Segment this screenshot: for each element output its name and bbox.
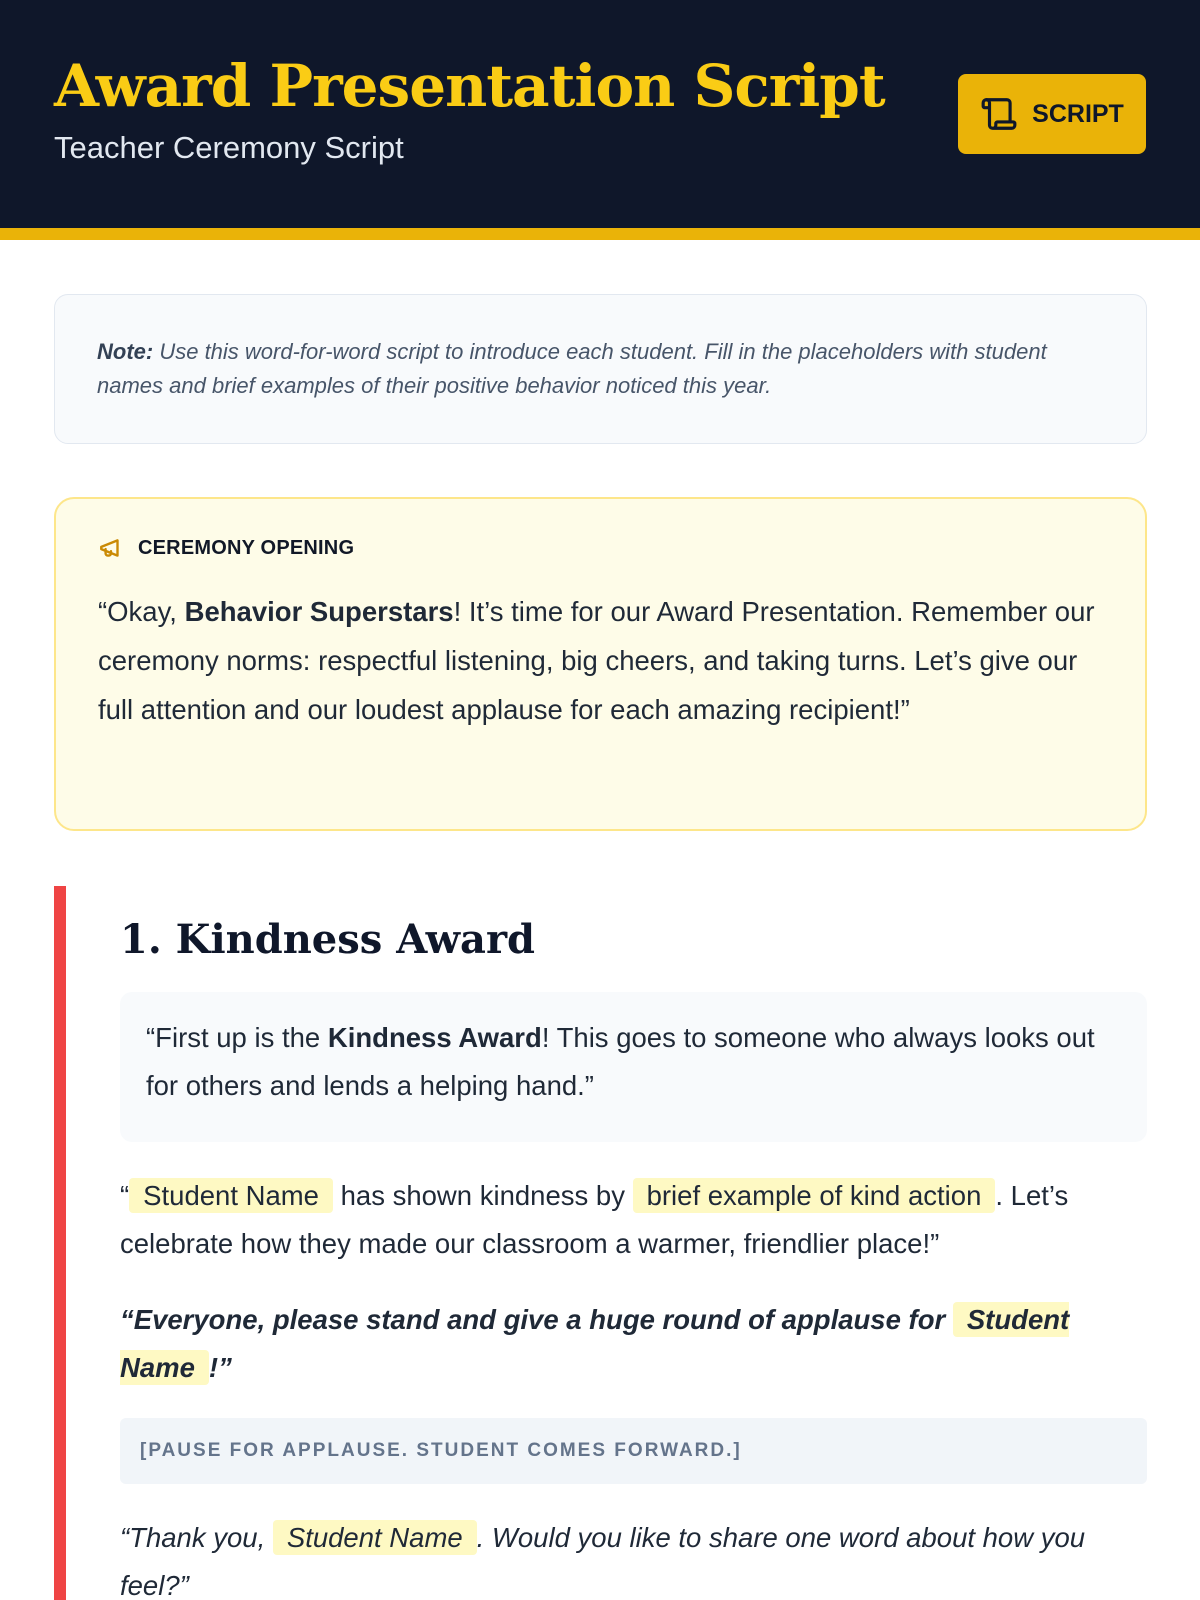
award-title: 1. Kindness Award xyxy=(120,916,535,963)
stage-direction: [PAUSE FOR APPLAUSE. STUDENT COMES FORWARD.] xyxy=(120,1418,1147,1484)
kind-action-placeholder: brief example of kind action xyxy=(633,1178,996,1213)
megaphone-icon xyxy=(98,535,124,561)
opening-text-after: ! It’s time for our Award Presentation. Remember our ceremony norms: respectful listening, big cheers, and taking turns. Let’s give our full attention and our loudest applause for each amazing recipient!” xyxy=(98,596,1095,725)
kindness-award-section xyxy=(54,886,1147,1600)
student-name-placeholder: Student Name xyxy=(129,1178,333,1213)
page-title: Award Presentation Script xyxy=(54,52,885,120)
opening-emphasis: Behavior Superstars xyxy=(184,596,454,627)
thank-you-line xyxy=(120,1514,1147,1600)
note-box xyxy=(54,294,1147,444)
intro-after: ! This goes to someone who always looks out for others and lends a helping hand.” xyxy=(146,1022,1095,1101)
student-name-placeholder: Student Name xyxy=(120,1304,1070,1383)
p2-after: !” xyxy=(208,1352,232,1383)
kindness-description xyxy=(120,1172,1147,1268)
p4-before: “Thank you, xyxy=(120,1522,273,1553)
opening-text-before: “Okay, xyxy=(98,596,185,627)
intro-before: “First up is the xyxy=(146,1022,328,1053)
award-intro-box xyxy=(120,992,1147,1142)
scroll-icon xyxy=(980,95,1018,133)
page-subtitle: Teacher Ceremony Script xyxy=(54,130,404,165)
student-name-placeholder: Student Name xyxy=(273,1520,477,1555)
p1-mid: has shown kindness by xyxy=(332,1180,633,1211)
award-accent-bar xyxy=(54,886,66,1600)
p1-end: . Let’s celebrate how they made our classroom a warmer, friendlier place!” xyxy=(120,1180,1069,1259)
page-header xyxy=(0,0,1200,228)
note-text: Use this word-for-word script to introduce each student. Fill in the placeholders with student names and brief examples of their positive behavior noticed this year. xyxy=(97,339,1047,398)
p4-after: . Would you like to share one word about how you feel?” xyxy=(120,1522,1086,1600)
intro-emphasis: Kindness Award xyxy=(327,1022,542,1053)
p1-open: “ xyxy=(120,1180,130,1211)
script-button-label: SCRIPT xyxy=(1032,99,1124,128)
ceremony-opening-text xyxy=(98,587,1103,734)
script-button[interactable] xyxy=(958,74,1146,154)
header-accent-bar xyxy=(0,228,1200,240)
ceremony-opening-label: CEREMONY OPENING xyxy=(138,536,355,559)
p2-before: “Everyone, please stand and give a huge round of applause for xyxy=(120,1304,953,1335)
ceremony-opening-header xyxy=(98,535,1103,561)
note-label: Note: xyxy=(97,339,154,364)
ceremony-opening-card xyxy=(54,497,1147,831)
applause-call xyxy=(120,1296,1147,1392)
